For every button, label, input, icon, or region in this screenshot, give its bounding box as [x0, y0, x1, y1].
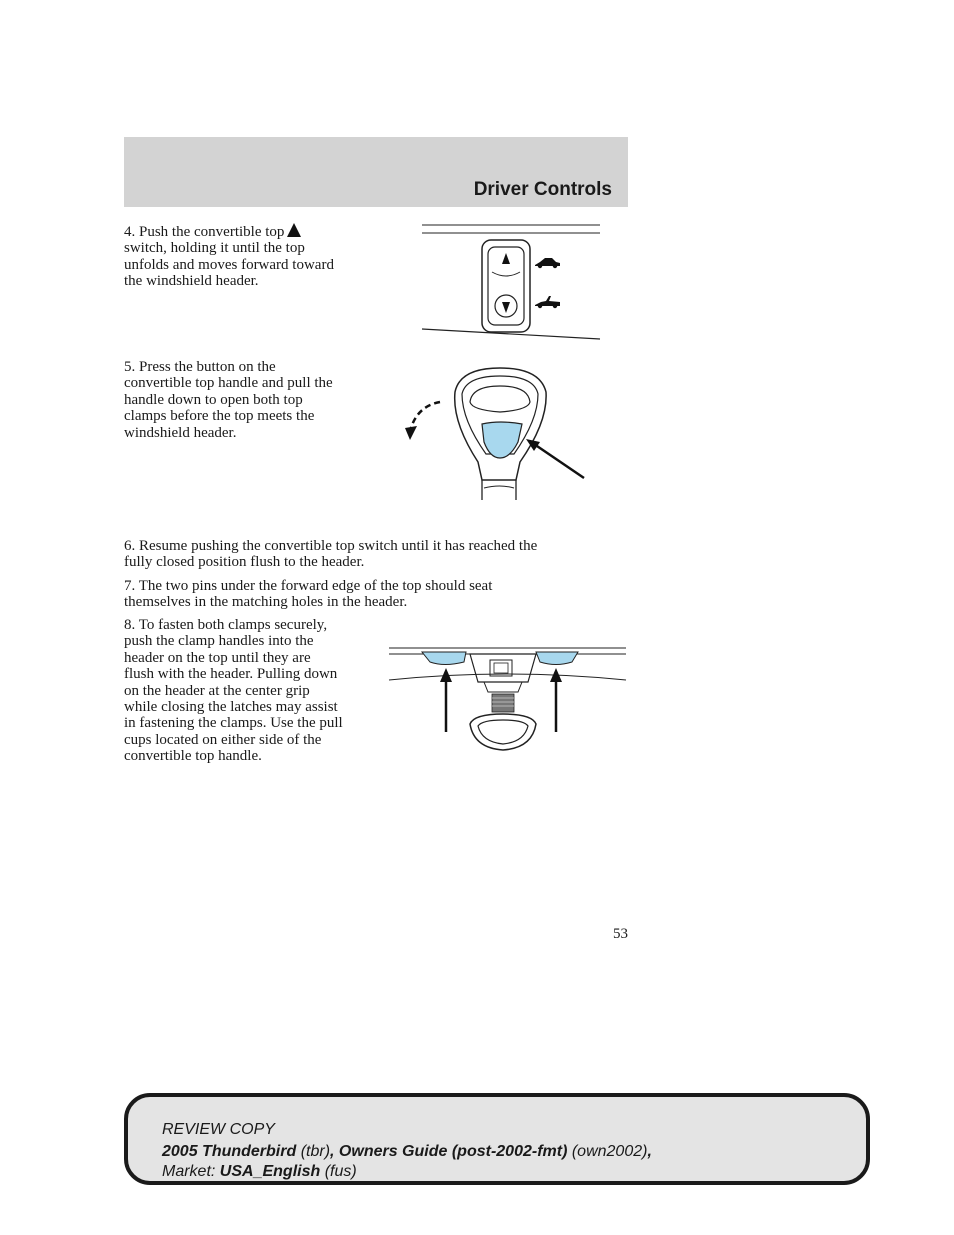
step-8-line-3: header on the top until they are: [124, 649, 311, 666]
step-6-line-1: 6. Resume pushing the convertible top switch until it has reached the: [124, 538, 538, 554]
review-copy-label: REVIEW COPY: [162, 1121, 275, 1138]
review-model: 2005 Thunderbird: [162, 1143, 297, 1160]
step-4-line-4: the windshield header.: [124, 273, 259, 290]
step-8-line-2: push the clamp handles into the: [124, 633, 314, 650]
step-8-line-5: on the header at the center grip: [124, 682, 310, 699]
step-8-text: [124, 617, 343, 765]
step-7-line-2: themselves in the matching holes in the header.: [124, 594, 408, 611]
review-copy-box: [124, 1093, 870, 1185]
review-market-label: Market:: [162, 1163, 220, 1180]
convertible-top-switch-illustration: [418, 220, 604, 344]
step-7-text: [124, 578, 492, 611]
step-4-line-2: switch, holding it until the top: [124, 240, 305, 257]
step-8-line-1: 8. To fasten both clamps securely,: [124, 617, 328, 633]
review-trailing-comma: ,: [647, 1143, 652, 1160]
step-7-line-1: 7. The two pins under the forward edge of the top should seat: [124, 578, 493, 594]
step-4-text: [124, 223, 334, 290]
step-5-line-4: clamps before the top meets the: [124, 408, 315, 425]
step-8-line-6: while closing the latches may assist: [124, 699, 338, 716]
step-5-line-5: windshield header.: [124, 424, 237, 441]
step-5-line-2: convertible top handle and pull the: [124, 375, 333, 392]
step-8-line-4: flush with the header. Pulling down: [124, 666, 338, 683]
step-5-line-3: handle down to open both top: [124, 391, 303, 408]
triangle-up-icon: [287, 223, 301, 237]
step-4-line-1: 4. Push the convertible top: [124, 224, 285, 240]
step-5-line-1: 5. Press the button on the: [124, 359, 276, 375]
review-market-line: [162, 1163, 357, 1181]
review-market: USA_English: [219, 1163, 321, 1180]
step-6-line-2: fully closed position flush to the header.: [124, 554, 365, 571]
section-title: Driver Controls: [473, 179, 612, 200]
step-6-text: [124, 538, 537, 571]
step-8-line-9: convertible top handle.: [124, 748, 262, 765]
review-guide: , Owners Guide (post-2002-fmt): [330, 1143, 568, 1160]
step-5-text: [124, 359, 333, 441]
review-guide-code: (own2002): [567, 1143, 648, 1160]
review-market-code: (fus): [320, 1163, 357, 1180]
review-model-line: [162, 1143, 652, 1161]
header-clamps-illustration: [386, 640, 628, 758]
convertible-top-handle-illustration: [400, 362, 592, 502]
step-8-line-7: in fastening the clamps. Use the pull: [124, 715, 343, 732]
step-4-line-3: unfolds and moves forward toward: [124, 256, 334, 273]
section-header-band: [124, 137, 628, 207]
step-8-line-8: cups located on either side of the: [124, 731, 322, 748]
review-model-code: (tbr): [296, 1143, 331, 1160]
page-number: 53: [613, 926, 628, 942]
